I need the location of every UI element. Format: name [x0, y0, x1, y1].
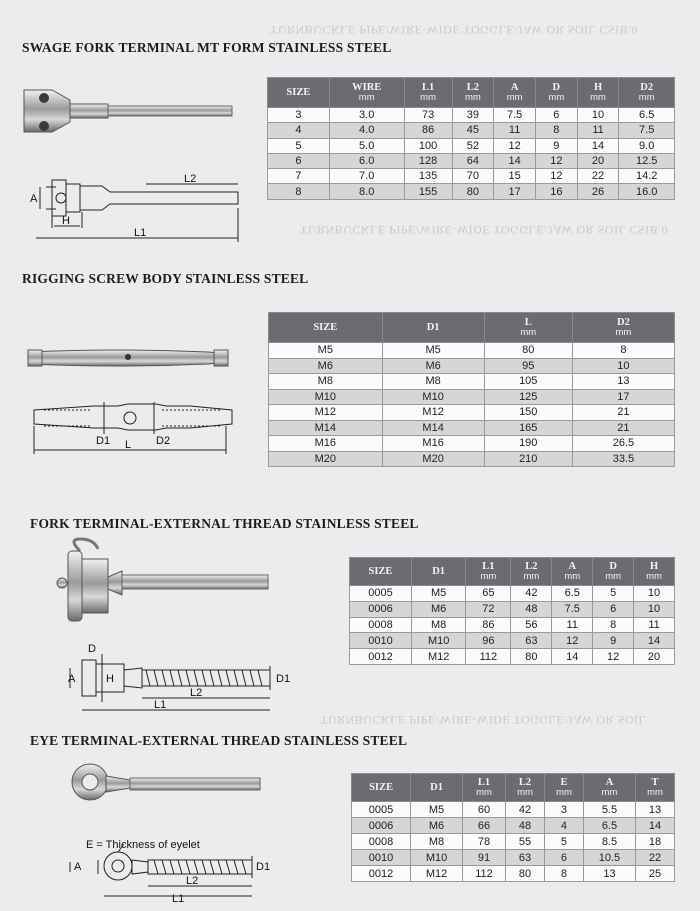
column-header [269, 313, 383, 343]
table-row [350, 649, 675, 665]
table-cell: 6.5 [552, 586, 593, 602]
table-cell: 0008 [352, 834, 411, 850]
column-header [463, 774, 506, 802]
column-header-unit: mm [647, 786, 663, 798]
table-cell: 5.5 [583, 802, 635, 818]
table-cell: 165 [484, 420, 572, 436]
table-cell: 9.0 [619, 138, 675, 153]
table-cell: 66 [463, 818, 506, 834]
table-cell: 8 [544, 866, 583, 882]
table-cell: M12 [411, 649, 465, 665]
eye-terminal-photo [70, 760, 270, 810]
swage-fork-diagram [22, 172, 247, 244]
table-cell: 4 [268, 123, 330, 138]
section-title-eye-terminal: EYE TERMINAL-EXTERNAL THREAD STAINLESS STEEL [30, 733, 408, 748]
column-header-label: WIRE [352, 81, 382, 93]
table-cell: 52 [452, 138, 494, 153]
table-cell: 100 [404, 138, 452, 153]
show-through-text: TURNBUCKLE PIPE/WIRE-WIDE TOGGLE/JAW OR SOIL CSIB.0 [300, 223, 669, 237]
table-cell: 63 [511, 633, 552, 649]
table-cell: 7 [268, 169, 330, 184]
column-header-unit: mm [520, 326, 537, 338]
table-row [268, 169, 675, 184]
column-header [382, 313, 484, 343]
table-row [269, 451, 675, 467]
table-row [268, 153, 675, 168]
column-header [268, 78, 330, 108]
column-header-label: SIZE [368, 565, 393, 577]
table-cell: 10 [572, 358, 674, 374]
table-cell: 6 [268, 153, 330, 168]
dim-label-h: H [62, 215, 70, 227]
table-row [269, 405, 675, 421]
column-header [484, 313, 572, 343]
table-cell: 86 [404, 123, 452, 138]
table-cell: 10 [577, 108, 619, 123]
section-title-rigging-screw: RIGGING SCREW BODY STAINLESS STEEL [22, 271, 309, 286]
column-header-label: SIZE [313, 321, 338, 333]
table-cell: 42 [505, 802, 544, 818]
column-header [350, 558, 412, 586]
column-header [572, 313, 674, 343]
table-cell: M12 [382, 405, 484, 421]
table-cell: M8 [411, 617, 465, 633]
dim-label-l1: L1 [172, 893, 185, 905]
table-row [350, 633, 675, 649]
column-header-unit: mm [605, 570, 622, 582]
column-header [577, 78, 619, 108]
eyelet-thickness-note: E = Thickness of eyelet [86, 839, 200, 851]
table-cell: 9 [593, 633, 634, 649]
table-row [269, 343, 675, 359]
table-row [268, 123, 675, 138]
table-cell: 8.0 [329, 184, 404, 199]
table-cell: 25 [635, 866, 674, 882]
table-cell: 125 [484, 389, 572, 405]
table-cell: 0012 [352, 866, 411, 882]
table-row [350, 601, 675, 617]
table-cell: 18 [635, 834, 674, 850]
column-header-label: H [593, 81, 603, 93]
rigging-screw-diagram [30, 398, 240, 458]
table-cell: 6 [544, 850, 583, 866]
table-header-row [352, 774, 675, 802]
table-cell: 72 [466, 601, 511, 617]
dim-label-d1: D1 [276, 673, 291, 685]
table-cell: 70 [452, 169, 494, 184]
dim-label-l2: L2 [184, 173, 197, 185]
table-cell: 12 [552, 633, 593, 649]
column-header [619, 78, 675, 108]
table-cell: M6 [382, 358, 484, 374]
table-row [268, 138, 675, 153]
table-cell: 8 [593, 617, 634, 633]
table-cell: 0012 [350, 649, 412, 665]
table-cell: 86 [466, 617, 511, 633]
column-header [583, 774, 635, 802]
dim-label-l2: L2 [190, 687, 203, 699]
dim-label-d1: D1 [256, 861, 271, 873]
show-through-text: TURNBUCKLE PIPE/WIRE-WIDE TOGGLE/JAW OR SOIL [320, 713, 647, 727]
column-header-label: L1 [482, 560, 495, 572]
fork-terminal-diagram [62, 640, 302, 716]
column-header-unit: mm [646, 570, 662, 582]
dim-label-h: H [106, 673, 114, 685]
table-cell: 13 [635, 802, 674, 818]
table-cell: 12 [593, 649, 634, 665]
eye-terminal-diagram [64, 844, 294, 904]
column-header [505, 774, 544, 802]
table-cell: 11 [494, 123, 536, 138]
table-row [352, 850, 675, 866]
table-cell: 7.5 [619, 123, 675, 138]
fork-terminal-photo [54, 537, 274, 627]
table-cell: 11 [577, 123, 619, 138]
table-cell: 12 [535, 169, 577, 184]
table-header-row [269, 313, 675, 343]
table-header-row [268, 78, 675, 108]
column-header-unit: mm [420, 91, 436, 103]
column-header [535, 78, 577, 108]
table-cell: M10 [269, 389, 383, 405]
table-row [350, 586, 675, 602]
table-cell: 8 [572, 343, 674, 359]
table-cell: 45 [452, 123, 494, 138]
table-cell: 112 [463, 866, 506, 882]
table-cell: 150 [484, 405, 572, 421]
table-cell: 135 [404, 169, 452, 184]
table-cell: 12 [535, 153, 577, 168]
column-header-label: T [651, 776, 659, 788]
table-cell: 22 [635, 850, 674, 866]
table-cell: 16 [535, 184, 577, 199]
table-cell: 22 [577, 169, 619, 184]
table-cell: 112 [466, 649, 511, 665]
table-cell: M8 [382, 374, 484, 390]
column-header-unit: mm [506, 91, 523, 103]
column-header-label: L [524, 316, 532, 328]
table-cell: 60 [463, 802, 506, 818]
table-cell: M12 [411, 866, 463, 882]
column-header-label: D1 [432, 565, 446, 577]
table-cell: 10 [634, 586, 675, 602]
column-header-label: SIZE [369, 781, 393, 793]
table-cell: 7.5 [552, 601, 593, 617]
table-row [352, 834, 675, 850]
column-header-unit: mm [465, 91, 481, 103]
table-cell: M8 [411, 834, 463, 850]
column-header-label: A [568, 560, 577, 572]
eye-terminal-table [351, 773, 675, 882]
table-cell: M6 [411, 601, 465, 617]
column-header-unit: mm [556, 786, 572, 798]
table-cell: 14 [634, 633, 675, 649]
column-header [352, 774, 411, 802]
table-cell: 6 [593, 601, 634, 617]
table-cell: 96 [466, 633, 511, 649]
column-header [511, 558, 552, 586]
dim-label-d: D [88, 643, 96, 655]
table-row [269, 436, 675, 452]
column-header-label: SIZE [286, 86, 311, 98]
table-header-row [350, 558, 675, 586]
table-cell: 13 [572, 374, 674, 390]
table-cell: M6 [411, 818, 463, 834]
fork-terminal-table [349, 557, 675, 665]
column-header-unit: mm [358, 91, 375, 103]
column-header-label: H [649, 560, 659, 572]
dim-label-l1: L1 [134, 227, 147, 239]
table-cell: 6.0 [329, 153, 404, 168]
table-cell: 12 [494, 138, 536, 153]
table-cell: 7.0 [329, 169, 404, 184]
column-header-label: D1 [426, 321, 440, 333]
table-cell: M14 [269, 420, 383, 436]
table-cell: 6 [535, 108, 577, 123]
dim-label-d1: D1 [96, 435, 111, 447]
section-title-swage-fork: SWAGE FORK TERMINAL MT FORM STAINLESS STEEL [22, 40, 392, 55]
table-cell: 48 [505, 818, 544, 834]
column-header-unit: mm [638, 91, 655, 103]
table-cell: 56 [511, 617, 552, 633]
table-cell: M10 [411, 850, 463, 866]
table-cell: M5 [382, 343, 484, 359]
swage-fork-table [267, 77, 675, 200]
column-header [634, 558, 675, 586]
table-cell: 17 [572, 389, 674, 405]
column-header-label: D1 [430, 781, 443, 793]
column-header [494, 78, 536, 108]
table-cell: 8 [535, 123, 577, 138]
dim-label-a: A [68, 673, 76, 685]
column-header-label: E [560, 776, 568, 788]
table-cell: 5 [593, 586, 634, 602]
table-cell: M5 [269, 343, 383, 359]
column-header-unit: mm [480, 570, 497, 582]
column-header-unit: mm [590, 91, 606, 103]
table-cell: 3 [544, 802, 583, 818]
show-through-text: TURNBUCKLE PIPE/WIRE-WIDE TOGGLE/JAW OR SOIL CSIB.0 [270, 23, 639, 37]
column-header-label: D [609, 560, 617, 572]
column-header [635, 774, 674, 802]
table-cell: 65 [466, 586, 511, 602]
table-cell: 26 [577, 184, 619, 199]
column-header-unit: mm [601, 786, 618, 798]
table-row [350, 617, 675, 633]
column-header-label: L2 [466, 81, 480, 93]
table-cell: M20 [382, 451, 484, 467]
table-cell: M8 [269, 374, 383, 390]
table-cell: 26.5 [572, 436, 674, 452]
table-cell: 16.0 [619, 184, 675, 199]
table-cell: 20 [634, 649, 675, 665]
table-cell: 63 [505, 850, 544, 866]
column-header-unit: mm [564, 570, 581, 582]
eyelet-note [86, 836, 236, 852]
table-cell: M16 [269, 436, 383, 452]
table-cell: 0008 [350, 617, 412, 633]
dim-label-l2: L2 [186, 875, 199, 887]
table-cell: 5 [544, 834, 583, 850]
table-cell: M14 [382, 420, 484, 436]
rigging-screw-table [268, 312, 675, 467]
table-cell: 0006 [350, 601, 412, 617]
column-header [452, 78, 494, 108]
table-cell: 20 [577, 153, 619, 168]
column-header-unit: mm [548, 91, 565, 103]
table-cell: 190 [484, 436, 572, 452]
table-cell: 8.5 [583, 834, 635, 850]
table-cell: M10 [382, 389, 484, 405]
table-cell: 128 [404, 153, 452, 168]
table-cell: 14 [552, 649, 593, 665]
table-cell: 6.5 [619, 108, 675, 123]
table-cell: 11 [552, 617, 593, 633]
table-cell: 14.2 [619, 169, 675, 184]
table-cell: 5.0 [329, 138, 404, 153]
table-cell: M12 [269, 405, 383, 421]
table-cell: 21 [572, 420, 674, 436]
table-cell: 91 [463, 850, 506, 866]
table-cell: M20 [269, 451, 383, 467]
table-cell: 10 [634, 601, 675, 617]
column-header-unit: mm [523, 570, 540, 582]
column-header-unit: mm [476, 786, 492, 798]
table-row [269, 358, 675, 374]
table-cell: 4.0 [329, 123, 404, 138]
table-cell: 80 [511, 649, 552, 665]
column-header [404, 78, 452, 108]
table-cell: 14 [577, 138, 619, 153]
table-cell: 0010 [350, 633, 412, 649]
table-cell: 4 [544, 818, 583, 834]
table-cell: 48 [511, 601, 552, 617]
table-cell: 80 [484, 343, 572, 359]
table-cell: 0005 [350, 586, 412, 602]
table-row [352, 866, 675, 882]
section-title-fork-terminal: FORK TERMINAL-EXTERNAL THREAD STAINLESS STEEL [30, 516, 419, 531]
table-cell: 3.0 [329, 108, 404, 123]
table-cell: 105 [484, 374, 572, 390]
table-row [269, 374, 675, 390]
table-cell: 9 [535, 138, 577, 153]
table-cell: 39 [452, 108, 494, 123]
table-cell: 64 [452, 153, 494, 168]
column-header [544, 774, 583, 802]
column-header-label: D2 [617, 316, 630, 328]
column-header [466, 558, 511, 586]
table-cell: 55 [505, 834, 544, 850]
column-header [593, 558, 634, 586]
table-row [268, 108, 675, 123]
dim-label-a: A [74, 861, 82, 873]
table-cell: 11 [634, 617, 675, 633]
dim-label-l: L [125, 439, 132, 451]
table-row [268, 184, 675, 199]
table-cell: 3 [268, 108, 330, 123]
column-header-label: D [552, 81, 561, 93]
column-header [329, 78, 404, 108]
rigging-screw-photo [26, 342, 236, 372]
table-row [269, 389, 675, 405]
column-header [411, 774, 463, 802]
column-header-unit: mm [615, 326, 632, 338]
table-cell: 0006 [352, 818, 411, 834]
table-cell: 8 [268, 184, 330, 199]
table-cell: 21 [572, 405, 674, 421]
table-cell: 80 [505, 866, 544, 882]
table-cell: 0005 [352, 802, 411, 818]
column-header-label: L1 [477, 776, 491, 788]
table-cell: 14 [635, 818, 674, 834]
table-cell: 0010 [352, 850, 411, 866]
column-header-unit: mm [517, 786, 533, 798]
dim-label-d2: D2 [156, 435, 171, 447]
table-cell: 14 [494, 153, 536, 168]
column-header-label: L2 [518, 776, 532, 788]
table-cell: 155 [404, 184, 452, 199]
table-cell: M5 [411, 586, 465, 602]
swage-fork-photo [20, 86, 240, 146]
column-header [552, 558, 593, 586]
table-cell: 6.5 [583, 818, 635, 834]
column-header-label: L2 [525, 560, 538, 572]
column-header-label: A [510, 81, 519, 93]
table-cell: 13 [583, 866, 635, 882]
table-cell: 12.5 [619, 153, 675, 168]
table-row [352, 802, 675, 818]
table-row [269, 420, 675, 436]
table-row [352, 818, 675, 834]
column-header-label: D2 [640, 81, 654, 93]
table-cell: 10.5 [583, 850, 635, 866]
table-cell: 17 [494, 184, 536, 199]
table-cell: 33.5 [572, 451, 674, 467]
column-header [411, 558, 465, 586]
table-cell: 15 [494, 169, 536, 184]
table-cell: 42 [511, 586, 552, 602]
table-cell: M6 [269, 358, 383, 374]
table-cell: M5 [411, 802, 463, 818]
column-header-label: L1 [421, 81, 435, 93]
table-cell: 5 [268, 138, 330, 153]
table-cell: M16 [382, 436, 484, 452]
table-cell: 95 [484, 358, 572, 374]
column-header-label: A [605, 776, 614, 788]
table-cell: M10 [411, 633, 465, 649]
dim-label-l1: L1 [154, 699, 167, 711]
table-cell: 80 [452, 184, 494, 199]
table-cell: 78 [463, 834, 506, 850]
table-cell: 7.5 [494, 108, 536, 123]
table-cell: 73 [404, 108, 452, 123]
dim-label-a: A [30, 193, 38, 205]
table-cell: 210 [484, 451, 572, 467]
